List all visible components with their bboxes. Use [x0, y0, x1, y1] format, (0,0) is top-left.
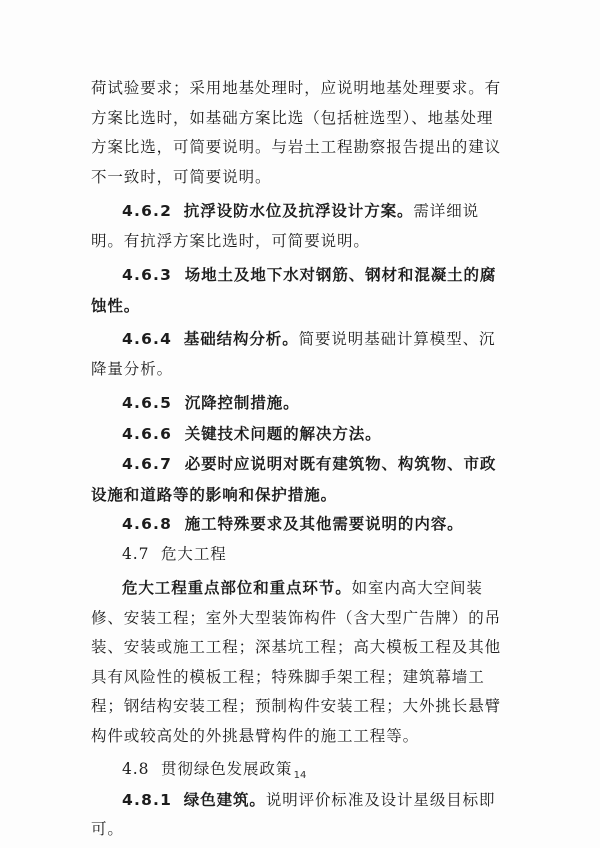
- item-title: 绿色建筑。: [183, 789, 266, 809]
- item-title: 沉降控制措施。: [184, 393, 300, 412]
- item-title: 施工特殊要求及其他需要说明的内容。: [184, 514, 464, 533]
- item-text: 需详细说明。有抗浮方案比选时，可简要说明。: [91, 202, 480, 250]
- item-number: 4.6.4: [122, 330, 173, 348]
- item-4-6-8: [91, 509, 509, 540]
- item-title: 抗浮设防水位及抗浮设计方案。: [183, 201, 414, 220]
- page-number: 14: [293, 770, 307, 781]
- item-title: 基础结构分析。: [183, 329, 299, 348]
- section-number: 4.8: [122, 760, 150, 778]
- item-text: 说明评价标准及设计星级目标即可。: [91, 790, 496, 838]
- item-4-6-5: [91, 388, 509, 419]
- paragraph-lead: 危大工程重点部位和重点环节。: [122, 578, 352, 597]
- item-4-6-2: [91, 196, 509, 256]
- paragraph-intro: [91, 74, 509, 192]
- item-number: 4.6.7: [122, 455, 173, 473]
- item-number: 4.6.2: [122, 202, 173, 220]
- section-title: 危大工程: [161, 544, 227, 563]
- document-body: [91, 74, 509, 845]
- item-number: 4.6.3: [122, 266, 173, 284]
- item-number: 4.8.1: [122, 790, 173, 809]
- item-4-6-3: [91, 260, 509, 320]
- item-4-6-4: [91, 324, 509, 384]
- item-4-8-1: [91, 785, 509, 845]
- section-heading-4-7: [91, 540, 509, 570]
- item-number: 4.6.5: [122, 394, 173, 412]
- item-title: 场地土及地下水对钢筋、钢材和混凝土的腐蚀性。: [91, 265, 497, 315]
- item-title: 关键技术问题的解决方法。: [184, 423, 382, 443]
- paragraph-4-7: [91, 573, 509, 751]
- section-title: 贯彻绿色发展政策: [161, 760, 293, 778]
- item-text: 简要说明基础计算模型、沉降量分析。: [91, 330, 496, 378]
- item-4-6-7: [91, 449, 509, 509]
- item-number: 4.6.6: [122, 424, 173, 443]
- item-4-6-6: [91, 419, 509, 450]
- section-number: 4.7: [122, 544, 150, 563]
- item-title: 必要时应说明对既有建筑物、构筑物、市政设施和道路等的影响和保护措施。: [91, 454, 497, 504]
- item-number: 4.6.8: [122, 515, 173, 533]
- paragraph-text: 荷试验要求；采用地基处理时，应说明地基处理要求。有方案比选时，如基础方案比选（包括桩选型）、地基处理方案比选，可简要说明。与岩土工程勘察报告提出的建议不一致时，可简要说明。: [91, 79, 502, 186]
- paragraph-text: 如室内高大空间装修、安装工程；室外大型装饰构件（含大型广告牌）的吊装、安装或施工工程；深基坑工程；高大模板工程及其他具有风险性的模板工程；特殊脚手架工程；建筑幕墙工程；钢结构安装工程；预制构件安装工程；大外挑长悬臂构件或较高处的外挑悬臂构件的施工工程等。: [91, 579, 502, 745]
